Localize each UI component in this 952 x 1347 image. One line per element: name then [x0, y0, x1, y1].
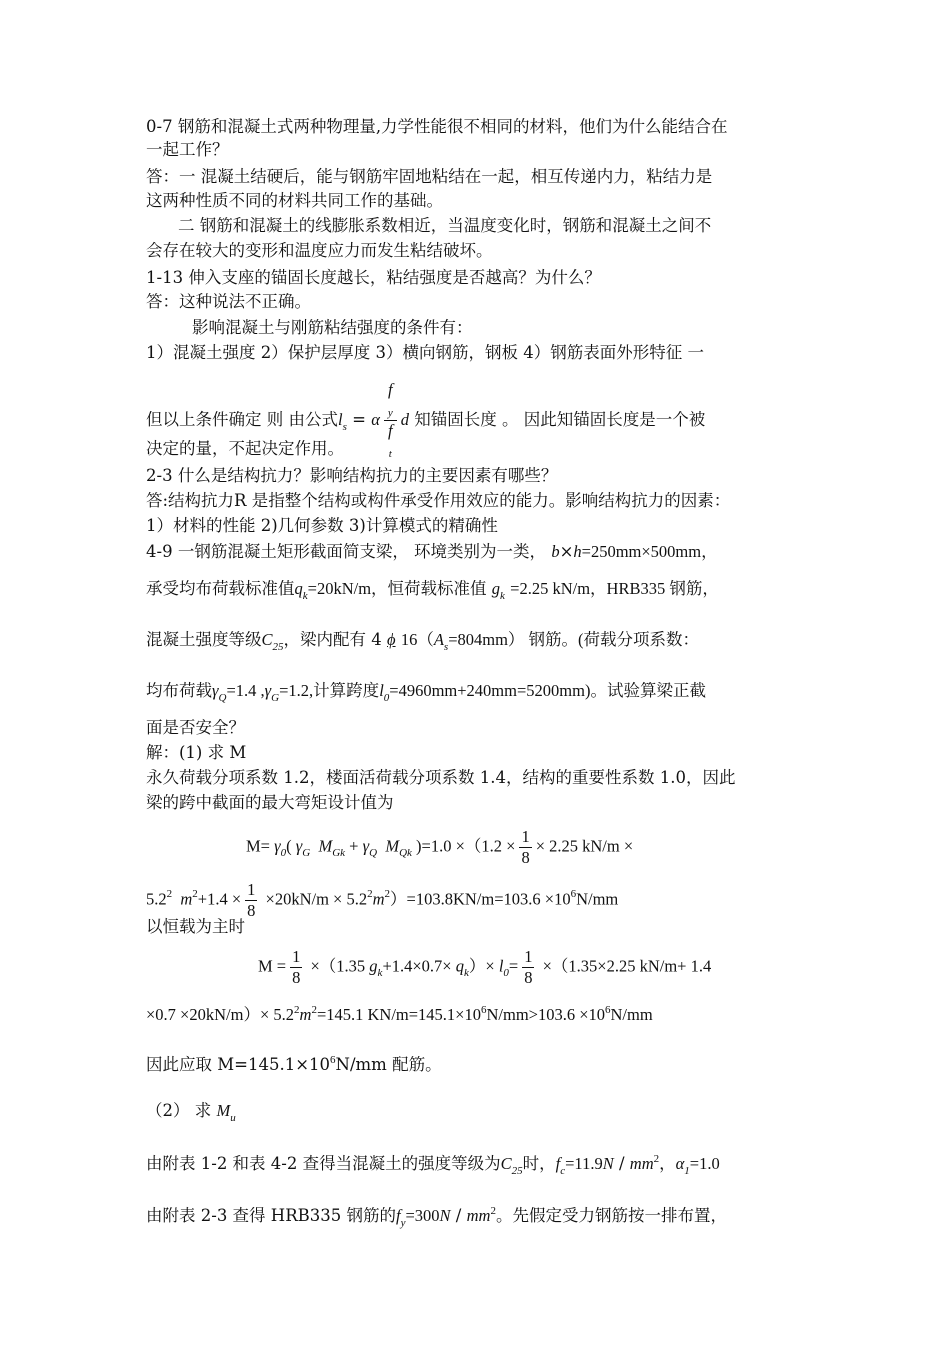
one-eighth-fraction: $\frac{1}{8}$: [247, 880, 256, 920]
q07-answer-line3: 二 钢筋和混凝土的线膨胀系数相近，当温度变化时，钢筋和混凝土之间不: [178, 216, 712, 235]
q49-line2: 承受均布荷载标准值$q_k=20kN/m$，恒荷载标准值 $g_k =2.25$ kN/m，HRB335 钢筋，: [146, 579, 719, 602]
material-properties-line2: 由附表 2-3 查得 HRB335 钢筋的$f_y=300N / mm^2$。先假定受力钢筋按一排布置，: [146, 1205, 727, 1229]
q23-factors: 1）材料的性能 2)几何参数 3)计算模式的精确性: [146, 516, 498, 535]
q49-line5: 面是否安全？: [146, 718, 245, 737]
q07-answer-line4: 会存在较大的变形和温度应力而发生粘结破坏。: [146, 241, 493, 260]
q113-conditions-list: 1）混凝土强度 2）保护层厚度 3）横向钢筋，钢板 4）钢筋表面外形特征 一: [146, 343, 704, 362]
material-properties-line1: 由附表 1-2 和表 4-2 查得当混凝土的强度等级为$C_{25}$时，$f_c=11.9N / mm^2$，$\alpha_1=1.0$: [146, 1153, 720, 1177]
q49-line3: 混凝土强度等级$C_{25}$，梁内配有 4 ϕ $16(A_s=804mm)$ 钢筋。(荷载分项系数：: [146, 630, 700, 653]
solution-line1: 永久荷载分项系数 1.2，楼面活荷载分项系数 1.4，结构的重要性系数 1.0，因此: [146, 768, 736, 787]
moment-equation-1-line1: $M= \gamma_0$( $\gamma_G$ $M_{Gk} + \gamma_Q$ $M_{Qk}$ )=1.0 ×（1.2 × $\frac{1}{8}$ × 2.25 kN/m ×: [246, 827, 634, 867]
q113-answer-end: 决定的量，不起决定作用。: [146, 439, 344, 458]
q113-formula-line: 但以上条件确定 则 由公式$l_s = \alpha$ f y f t d 知锚固长度 。 因此知锚固长度是一个被: [146, 380, 706, 460]
one-eighth-fraction: $\frac{1}{8}$: [524, 947, 533, 987]
q113-line1: 1-13 伸入支座的锚固长度越长，粘结强度是否越高？为什么？: [146, 268, 601, 287]
q07-answer-line1: 答：一 混凝土结硬后，能与钢筋牢固地粘结在一起，相互传递内力，粘结力是: [146, 167, 713, 186]
q07-line2: 一起工作？: [146, 140, 229, 159]
q07-line1: 0-7 钢筋和混凝土式两种物理量,力学性能很不相同的材料，他们为什么能结合在: [146, 117, 728, 136]
q113-answer: 答：这种说法不正确。: [146, 292, 311, 311]
q07-answer-line2: 这两种性质不同的材料共同工作的基础。: [146, 191, 443, 210]
moment-equation-1-line2: $5.2^2$ $m^2+1.4$ × $\frac{1}{8}$ $\times 20kN/m \times 5.2^2m^2)=103.8KN/m=103.6 \times 10^6N/mm$: [146, 880, 619, 920]
moment-equation-2-line1: M = $\frac{1}{8}$ ×（1.35 $g_k+1.4\times 0.7\times q_k)\times l_0=$ $\frac{1}{8}$ ×（1.35×2.25 kN/m+ 1.4: [258, 947, 712, 987]
q113-conditions-title: 影响混凝土与刚筋粘结强度的条件有：: [192, 318, 473, 337]
rebar-symbol-icon: ϕ: [387, 630, 396, 649]
design-moment-conclusion: 因此应取 $M=145.1\times 10^6N/mm$ 配筋。: [146, 1054, 442, 1074]
one-eighth-fraction: $\frac{1}{8}$: [521, 827, 530, 867]
q49-line4: 均布荷载$\gamma_Q=1.4$ $,\gamma_G=1.2$,计算跨度$l_0=4960mm+240mm=5200mm$)。试验算梁正截: [146, 681, 706, 704]
dead-load-governs: 以恒载为主时: [146, 917, 245, 936]
solution-step2: （2） 求 $M_u$: [146, 1101, 236, 1124]
one-eighth-fraction: $\frac{1}{8}$: [292, 947, 301, 987]
solution-line2: 梁的跨中截面的最大弯矩设计值为: [146, 793, 394, 812]
moment-equation-2-line2: $\times 0.7 \times 20kN/m)\times 5.2^2m^2=145.1$ $KN/m=145.1\times 10^6N/mm>103.6 \times 10^6N/mm$: [146, 1004, 653, 1024]
q23-line1: 2-3 什么是结构抗力？影响结构抗力的主要因素有哪些？: [146, 466, 558, 485]
solution-step1: 解：(1) 求 M: [146, 743, 247, 762]
q49-line1: 4-9 一钢筋混凝土矩形截面简支梁， 环境类别为一类， b×h=250mm×500mm，: [146, 542, 718, 561]
q23-answer: 答:结构抗力R 是指整个结构或构件承受作用效应的能力。影响结构抗力的因素：: [146, 491, 731, 510]
fy-over-ft-fraction: f y f t: [384, 380, 397, 461]
